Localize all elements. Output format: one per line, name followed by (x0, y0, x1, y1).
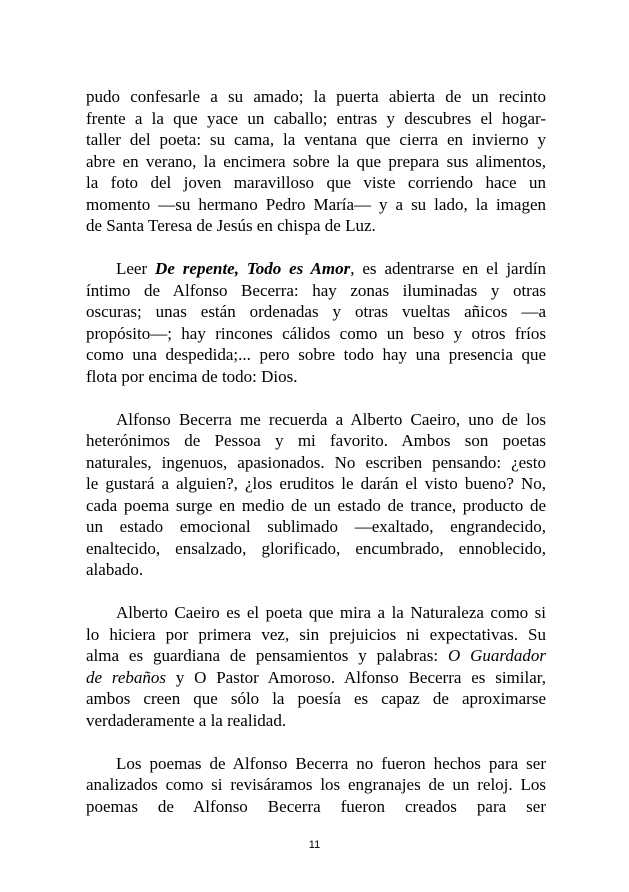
text-line: Los poemas de Alfonso Becerra no fueron hechos para ser (116, 753, 546, 773)
text-line: como una despedida;... pero sobre todo hay una presencia que (86, 345, 546, 364)
book-title: O Guardador (447, 646, 546, 665)
book-title: de rebaños (86, 667, 167, 687)
text-line: Alberto Caeiro es el poeta que mira a la Naturaleza como si (116, 603, 546, 622)
text-line: Alfonso Becerra me recuerda a Alberto Caeiro, uno de los (116, 409, 546, 429)
text-line: un estado emocional sublimado —exaltado, engrandecido, (86, 517, 546, 536)
text-line: frente a la que yace un caballo; entras y descubres el hogar- (86, 108, 546, 128)
text-line (86, 645, 546, 667)
text-line (86, 258, 546, 280)
body-text (86, 86, 546, 839)
text-span: , es adentrarse en el jardín (350, 259, 546, 278)
paragraph-2 (86, 258, 546, 387)
paragraph-1 (86, 86, 546, 237)
text-line: enaltecido, ensalzado, glorificado, encumbrado, ennoblecido, (86, 538, 546, 558)
text-line (86, 667, 546, 689)
paragraph-5 (86, 753, 546, 818)
text-line: la foto del joven maravilloso que viste corriendo hace un (86, 173, 546, 192)
text-span: Leer (116, 259, 156, 278)
paragraph-4 (86, 602, 546, 731)
text-line: lo hiciera por primera vez, sin prejuicios ni expectativas. Su (86, 624, 546, 644)
text-line: ambos creen que sólo la poesía es capaz de aproximarse (86, 689, 546, 708)
text-span: y O Pastor Amoroso. Alfonso Becerra es similar, (166, 667, 546, 687)
text-line: cada poema surge en medio de un estado de trance, producto de (86, 495, 546, 515)
page-number: 11 (308, 839, 321, 851)
text-line: abre en verano, la encimera sobre la que prepara sus alimentos, (86, 151, 546, 171)
book-title: De repente, Todo es Amor (155, 259, 351, 278)
text-line: de Santa Teresa de Jesús en chispa de Luz. (86, 216, 376, 235)
text-line: momento —su hermano Pedro María— y a su lado, la imagen (86, 194, 546, 214)
text-line: le gustará a alguien?, ¿los eruditos le darán el visto bueno? No, (86, 474, 546, 493)
text-line: propósito—; hay rincones cálidos como un beso y otros fríos (86, 323, 546, 343)
text-line: poemas de Alfonso Becerra fueron creados para ser (86, 796, 546, 816)
text-span: alma es guardiana de pensamientos y palabras: (86, 646, 448, 665)
text-line: verdaderamente a la realidad. (86, 710, 287, 730)
text-line: analizados como si revisáramos los engranajes de un reloj. Los (86, 775, 546, 794)
text-line: oscuras; unas están ordenadas y otras vueltas añicos —a (86, 302, 546, 321)
text-line: heterónimos de Pessoa y mi favorito. Ambos son poetas (86, 431, 546, 450)
text-line: pudo confesarle a su amado; la puerta abierta de un recinto (86, 87, 546, 106)
text-line: taller del poeta: su cama, la ventana que cierra en invierno y (86, 130, 546, 149)
text-line: íntimo de Alfonso Becerra: hay zonas iluminadas y otras (86, 280, 546, 300)
text-line: alabado. (86, 560, 144, 579)
paragraph-3 (86, 409, 546, 581)
text-line: naturales, ingenuos, apasionados. No escriben pensando: ¿esto (86, 452, 546, 472)
text-line: flota por encima de todo: Dios. (86, 366, 298, 386)
